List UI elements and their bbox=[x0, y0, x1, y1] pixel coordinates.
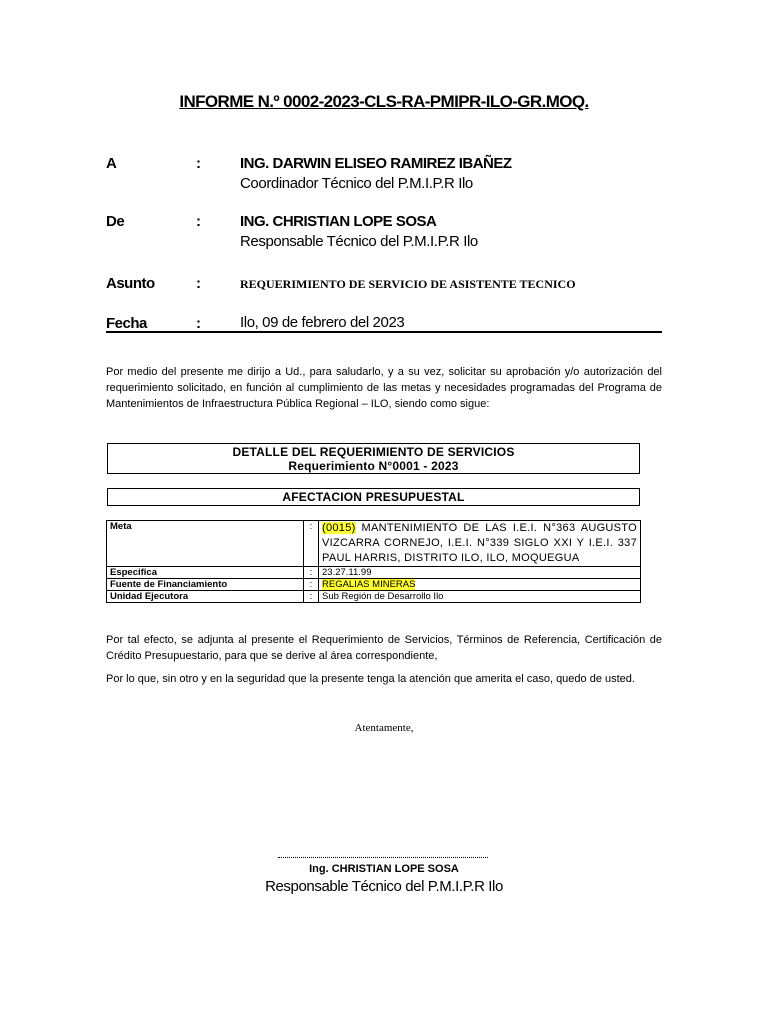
signature-role: Responsable Técnico del P.M.I.P.R Ilo bbox=[265, 878, 503, 895]
from-role: Responsable Técnico del P.M.I.P.R Ilo bbox=[240, 233, 478, 250]
date-label: Fecha bbox=[106, 315, 147, 332]
farewell: Atentamente, bbox=[354, 722, 414, 734]
from-name: ING. CHRISTIAN LOPE SOSA bbox=[240, 213, 437, 230]
to-name: ING. DARWIN ELISEO RAMIREZ IBAÑEZ bbox=[240, 155, 512, 172]
table-row bbox=[107, 521, 641, 567]
intro-paragraph: Por medio del presente me dirijo a Ud., para saludarlo, y a su vez, solicitar su aprobación y/o autorización del requerimiento solicitado, en función al cumplimiento de las metas y necesidades programadas del Programa de Mantenimientos de Infraestructura Pública Regional – ILO, siendo como sigue: bbox=[106, 366, 662, 410]
to-label: A bbox=[106, 155, 117, 172]
meta-text: MANTENIMIENTO DE LAS I.E.I. N°363 AUGUSTO VIZCARRA CORNEJO, I.E.I. N°339 SIGLO XXI Y I.E.I. 337 PAUL HARRIS, DISTRITO ILO, ILO, MOQUEGUA bbox=[322, 522, 637, 564]
closing-paragraph: Por lo que, sin otro y en la seguridad que la presente tenga la atención que amerita el caso, quedo de usted. bbox=[106, 673, 635, 685]
specific-label: Especifica bbox=[107, 567, 304, 579]
attachments-paragraph: Por tal efecto, se adjunta al presente el Requerimiento de Servicios, Términos de Referencia, Certificación de Crédito Presupuestario, para que se derive al área correspondiente, bbox=[106, 634, 662, 662]
meta-label: Meta bbox=[107, 521, 304, 567]
subject-colon: : bbox=[196, 275, 201, 292]
signature-name: Ing. CHRISTIAN LOPE SOSA bbox=[309, 863, 459, 875]
meta-colon: : bbox=[304, 521, 319, 567]
detail-box-title: DETALLE DEL REQUERIMIENTO DE SERVICIOS bbox=[232, 445, 515, 459]
budget-table bbox=[106, 520, 641, 603]
header-divider bbox=[106, 331, 662, 333]
funding-value: REGALIAS MINERAS bbox=[322, 579, 416, 590]
funding-cell bbox=[319, 579, 641, 591]
subject-value: REQUERIMIENTO DE SERVICIO DE ASISTENTE TECNICO bbox=[240, 277, 576, 291]
budget-box: AFECTACION PRESUPUESTAL bbox=[107, 488, 640, 506]
from-colon: : bbox=[196, 213, 201, 230]
unit-label: Unidad Ejecutora bbox=[107, 591, 304, 603]
funding-label: Fuente de Financiamiento bbox=[107, 579, 304, 591]
to-role: Coordinador Técnico del P.M.I.P.R Ilo bbox=[240, 175, 473, 192]
table-row bbox=[107, 579, 641, 591]
signature-line bbox=[278, 857, 488, 858]
from-label: De bbox=[106, 213, 125, 230]
table-row bbox=[107, 591, 641, 603]
unit-value: Sub Región de Desarrollo Ilo bbox=[319, 591, 641, 603]
meta-value bbox=[319, 521, 641, 567]
date-value: Ilo, 09 de febrero del 2023 bbox=[240, 314, 405, 331]
specific-value: 23.27.11.99 bbox=[319, 567, 641, 579]
unit-colon: : bbox=[304, 591, 319, 603]
meta-code: (0015) bbox=[322, 522, 356, 534]
detail-box-subtitle: Requerimiento N°0001 - 2023 bbox=[288, 459, 459, 473]
specific-colon: : bbox=[304, 567, 319, 579]
document-title: INFORME N.º 0002-2023-CLS-RA-PMIPR-ILO-GR.MOQ. bbox=[179, 92, 589, 111]
to-colon: : bbox=[196, 155, 201, 172]
table-row bbox=[107, 567, 641, 579]
subject-label: Asunto bbox=[106, 275, 155, 292]
detail-box bbox=[107, 443, 640, 474]
date-colon: : bbox=[196, 315, 201, 332]
funding-colon: : bbox=[304, 579, 319, 591]
